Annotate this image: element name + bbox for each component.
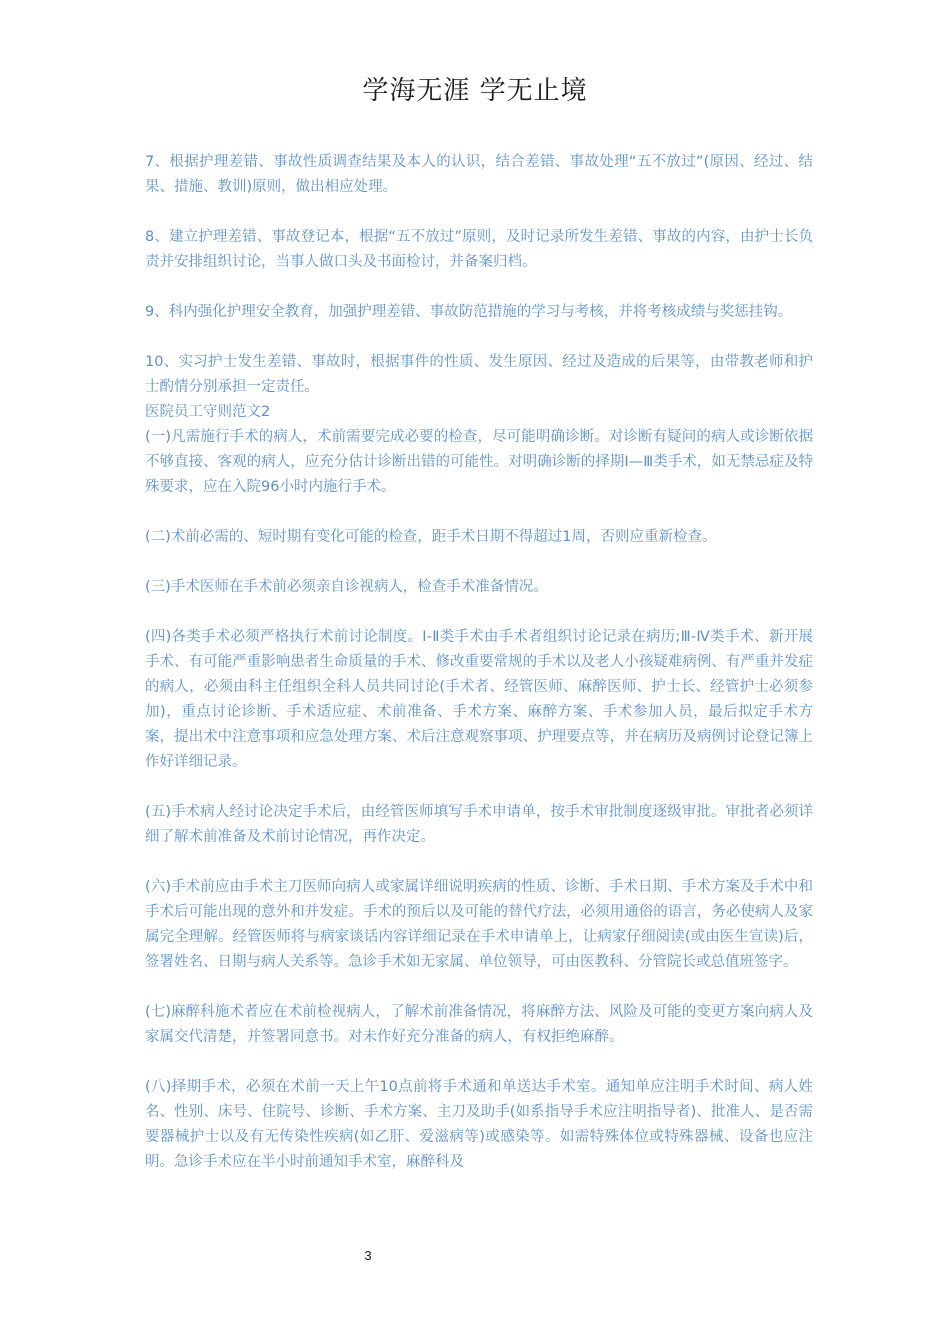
paragraph-clause-5: (五)手术病人经讨论决定手术后，由经管医师填写手术申请单，按手术审批制度逐级审批。审批者必须详细了解术前准备及术前讨论情况，再作决定。 — [145, 804, 813, 845]
paragraph-clause-2: (二)术前必需的、短时期有变化可能的检查，距手术日期不得超过1周，否则应重新检查。 — [145, 529, 717, 545]
paragraph-clause-8: (八)择期手术，必须在术前一天上午10点前将手术通和单送达手术室。通知单应注明手术时间、病人姓名、性别、床号、住院号、诊断、手术方案、主刀及助手(如系指导手术应注明指导者)、批准人、是否需要器械护士以及有无传染性疾病(如乙肝、爱滋病等)或感染等。如需特殊体位或特殊器械、设备也应注明。急诊手术应在半小时前通知手术室，麻醉科及 — [145, 1079, 813, 1170]
paragraph-item-8: 8、建立护理差错、事故登记本，根据“五不放过”原则，及时记录所发生差错、事故的内容，由护士长负责并安排组织讨论，当事人做口头及书面检讨，并备案归档。 — [145, 229, 813, 270]
paragraph-item-10: 10、实习护士发生差错、事故时，根据事件的性质、发生原因、经过及造成的后果等，由带教老师和护士酌情分别承担一定责任。 — [145, 354, 813, 395]
document-body — [145, 150, 813, 1175]
paragraph-item-9: 9、科内强化护理安全教育，加强护理差错、事故防范措施的学习与考核，并将考核成绩与奖惩挂钩。 — [145, 304, 793, 320]
page-number: 3 — [364, 1248, 372, 1263]
paragraph-clause-3: (三)手术医师在手术前必须亲自诊视病人，检查手术准备情况。 — [145, 579, 548, 595]
paragraph-clause-6: (六)手术前应由手术主刀医师向病人或家属详细说明疾病的性质、诊断、手术日期、手术方案及手术中和手术后可能出现的意外和并发症。手术的预后以及可能的替代疗法，必须用通俗的语言，务必使病人及家属完全理解。经管医师将与病家谈话内容详细记录在手术申请单上，让病家仔细阅读(或由医生宣读)后，签署姓名、日期与病人关系等。急诊手术如无家属、单位领导，可由医教科、分管院长或总值班签字。 — [145, 879, 813, 970]
page-header-title: 学海无涯 学无止境 — [362, 76, 588, 106]
paragraph-clause-1: (一)凡需施行手术的病人，术前需要完成必要的检查，尽可能明确诊断。对诊断有疑问的病人或诊断依据不够直接、客观的病人，应充分估计诊断出错的可能性。对明确诊断的择期Ⅰ—Ⅲ类手术，如无禁忌症及特殊要求，应在入院96小时内施行手术。 — [145, 429, 813, 495]
paragraph-clause-4: (四)各类手术必须严格执行术前讨论制度。Ⅰ-Ⅱ类手术由手术者组织讨论记录在病历;Ⅲ-Ⅳ类手术、新开展手术、有可能严重影响患者生命质量的手术、修改重要常规的手术以及老人小孩疑难病例、有严重并发症的病人，必须由科主任组织全科人员共同讨论(手术者、经管医师、麻醉医师、护士长、经管护士必须参加)，重点讨论诊断、手术适应症、术前准备、手术方案、麻醉方案、手术参加人员，最后拟定手术方案，提出术中注意事项和应急处理方案、术后注意观察事项、护理要点等，并在病历及病例讨论登记簿上作好详细记录。 — [145, 629, 813, 770]
paragraph-clause-7: (七)麻醉科施术者应在术前检视病人，了解术前准备情况，将麻醉方法、风险及可能的变更方案向病人及家属交代清楚，并签署同意书。对未作好充分准备的病人，有权拒绝麻醉。 — [145, 1004, 813, 1045]
paragraph-item-7: 7、根据护理差错、事故性质调查结果及本人的认识，结合差错、事故处理“五不放过”(原因、经过、结果、措施、教训)原则，做出相应处理。 — [145, 154, 813, 195]
section-heading: 医院员工守则范文2 — [145, 404, 271, 420]
